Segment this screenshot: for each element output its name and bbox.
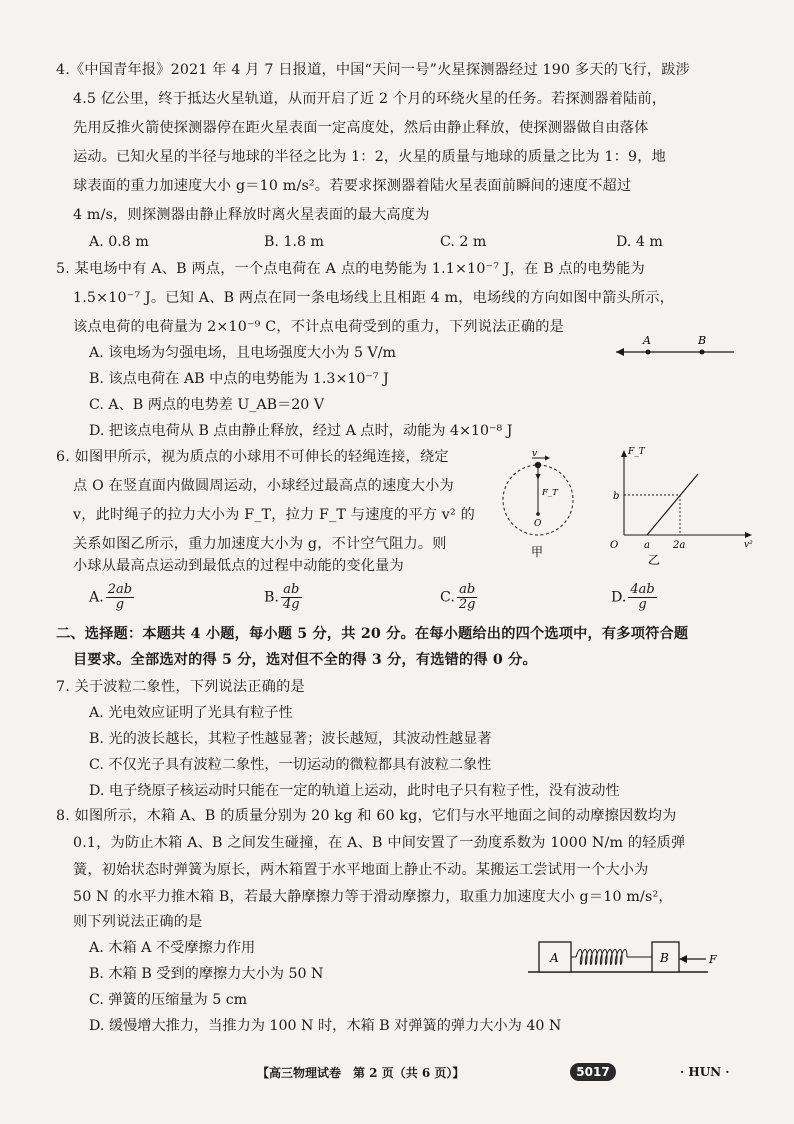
- section-2-line-2: 目要求。全部选对的得 5 分，选对但不全的得 3 分，有选错的得 0 分。: [73, 652, 537, 668]
- point-b-label: B: [698, 334, 707, 347]
- q7-option-c: C. 不仅光子具有波粒二象性，一切运动的微粒都具有波粒二象性: [89, 757, 492, 773]
- q7-option-b: B. 光的波长越长，其粒子性越显著；波长越短，其波动性越显著: [89, 731, 492, 747]
- q5-option-a: A. 该电场为匀强电场，且电场强度大小为 5 V/m: [89, 345, 396, 361]
- q6-line-1: 6. 如图甲所示，视为质点的小球用不可伸长的轻绳连接，绕定: [56, 449, 449, 465]
- q6-option-c: C. $\frac{ab}{2g}$: [440, 582, 476, 612]
- velocity-label: v: [532, 450, 538, 459]
- origin-label: O: [610, 540, 619, 551]
- figure-jia-caption: 甲: [531, 545, 544, 559]
- q4-line-4: 运动。已知火星的半径与地球的半径之比为 1：2，火星的质量与地球的质量之比为 1：9，地: [73, 149, 667, 165]
- point-a-dot: [646, 350, 651, 355]
- q8-line-2: 0.1，为防止木箱 A、B 之间发生碰撞，在 A、B 中间安置了一劲度系数为 1000 N/m 的轻质弹: [73, 835, 686, 851]
- q8-line-5: 则下列说法正确的是: [73, 914, 203, 930]
- q4-line-5: 球表面的重力加速度大小 g＝10 m/s²。若要求探测器着陆火星表面前瞬间的速度不超过: [73, 178, 632, 194]
- q6-option-b: B. $\frac{ab}{4g}$: [264, 582, 300, 612]
- q5-option-c: C. A、B 两点的电势差 U_AB＝20 V: [89, 397, 325, 413]
- q8-option-a: A. 木箱 A 不受摩擦力作用: [89, 940, 256, 956]
- field-arrow-left-icon: [616, 348, 624, 356]
- q8-line-3: 簧，初始状态时弹簧为原长，两木箱置于水平地面上静止不动。某搬运工尝试用一个大小为: [73, 862, 649, 878]
- q6-figure-jia: [494, 450, 584, 565]
- box-a-label: A: [550, 951, 559, 965]
- q5-option-b: B. 该点电荷在 AB 中点的电势能为 1.3×10⁻⁷ J: [89, 371, 389, 387]
- footer-page-title: 【高三物理试卷 第 2 页（共 6 页）】: [257, 1066, 465, 1080]
- center-point-dot: [536, 512, 540, 516]
- y-axis-label: F_T: [628, 447, 645, 457]
- section-2-line-1: 二、选择题：本题共 4 小题，每小题 5 分，共 20 分。在每小题给出的四个选项中，有多项符合题: [56, 626, 689, 642]
- x-axis-arrow-icon: [745, 532, 752, 538]
- q4-option-d: D. 4 m: [616, 234, 663, 250]
- 2a-label: 2a: [673, 540, 686, 551]
- q4-option-c: C. 2 m: [440, 234, 487, 250]
- center-o-label: O: [534, 519, 542, 529]
- q6-line-3: v，此时绳子的拉力大小为 F_T，拉力 F_T 与速度的平方 v² 的: [73, 507, 476, 523]
- tension-label: F_T: [542, 488, 558, 498]
- q4-line-2: 4.5 亿公里，终于抵达火星轨道，从而开启了近 2 个月的环绕火星的任务。若探测器着陆前，: [73, 91, 667, 107]
- q7-option-a: A. 光电效应证明了光具有粒子性: [89, 705, 293, 721]
- q8-option-d: D. 缓慢增大推力，当推力为 100 N 时，木箱 B 对弹簧的弹力大小为 40 N: [89, 1018, 562, 1034]
- q6-line-2: 点 O 在竖直面内做圆周运动，小球经过最高点的速度大小为: [73, 478, 454, 494]
- q5-line-3: 该点电荷的电荷量为 2×10⁻⁹ C，不计点电荷受到的重力，下列说法正确的是: [73, 319, 565, 335]
- force-label: F: [709, 953, 717, 966]
- q6-line-5: 小球从最高点运动到最低点的过程中动能的变化量为: [73, 558, 404, 574]
- q5-line-1: 5. 某电场中有 A、B 两点，一个点电荷在 A 点的电势能为 1.1×10⁻⁷ J，在 B 点的电势能为: [56, 261, 645, 277]
- q6-option-d: D. $\frac{4ab}{g}$: [611, 582, 655, 612]
- x-axis-label: v²: [744, 540, 753, 550]
- velocity-arrowhead-icon: [545, 456, 550, 461]
- footer-region-tag: · HUN ·: [680, 1065, 730, 1079]
- y-axis-arrow-icon: [621, 450, 627, 457]
- q7-option-d: D. 电子绕原子核运动时只能在一定的轨道上运动，此时电子只有粒子性，没有波动性: [89, 783, 620, 799]
- q4-line-6: 4 m/s，则探测器由静止释放时离火星表面的最大高度为: [73, 207, 430, 223]
- q8-option-b: B. 木箱 B 受到的摩擦力大小为 50 N: [89, 966, 324, 982]
- tension-arrowhead-icon: [536, 474, 541, 480]
- q4-line-1: 4.《中国青年报》2021 年 4 月 7 日报道，中国“天问一号”火星探测器经过 190 多天的飞行，跋涉: [56, 62, 691, 78]
- q7-stem: 7. 关于波粒二象性，下列说法正确的是: [56, 679, 305, 695]
- q5-field-line-figure: [610, 332, 740, 362]
- q5-option-d: D. 把该点电荷从 B 点由静止释放，经过 A 点时，动能为 4×10⁻⁸ J: [89, 423, 513, 439]
- ball-dot: [535, 462, 541, 468]
- q8-option-c: C. 弹簧的压缩量为 5 cm: [89, 992, 248, 1008]
- graph-line: [647, 474, 698, 535]
- q6-line-4: 关系如图乙所示，重力加速度大小为 g，不计空气阻力。则: [73, 536, 447, 552]
- b-label: b: [613, 491, 620, 502]
- q8-line-1: 8. 如图所示，木箱 A、B 的质量分别为 20 kg 和 60 kg，它们与水平地面之间的动摩擦因数均为: [56, 808, 677, 824]
- q4-option-b: B. 1.8 m: [264, 234, 324, 250]
- q4-line-3: 先用反推火箭使探测器停在距火星表面一定高度处，然后由静止释放，使探测器做自由落体: [73, 120, 649, 136]
- q6-figure-yi: [606, 440, 766, 570]
- figure-yi-caption: 乙: [648, 553, 661, 567]
- q6-option-a: A. $\frac{2ab}{g}$: [89, 582, 133, 612]
- point-b-dot: [700, 350, 705, 355]
- spring-coil: [576, 950, 627, 965]
- box-b-label: B: [660, 951, 669, 965]
- q8-line-4: 50 N 的水平力推木箱 B，若最大静摩擦力等于滑动摩擦力，取重力加速度大小 g＝10 m/s²，: [73, 889, 673, 905]
- q8-spring-boxes-figure: [524, 932, 729, 982]
- a-label: a: [644, 540, 650, 551]
- q5-line-2: 1.5×10⁻⁷ J。已知 A、B 两点在同一条电场线上且相距 4 m，电场线的方向如图中箭头所示，: [73, 290, 675, 306]
- q4-option-a: A. 0.8 m: [89, 234, 149, 250]
- point-a-label: A: [643, 334, 651, 347]
- force-arrowhead-icon: [679, 955, 687, 963]
- footer-code-badge: 5017: [570, 1063, 616, 1081]
